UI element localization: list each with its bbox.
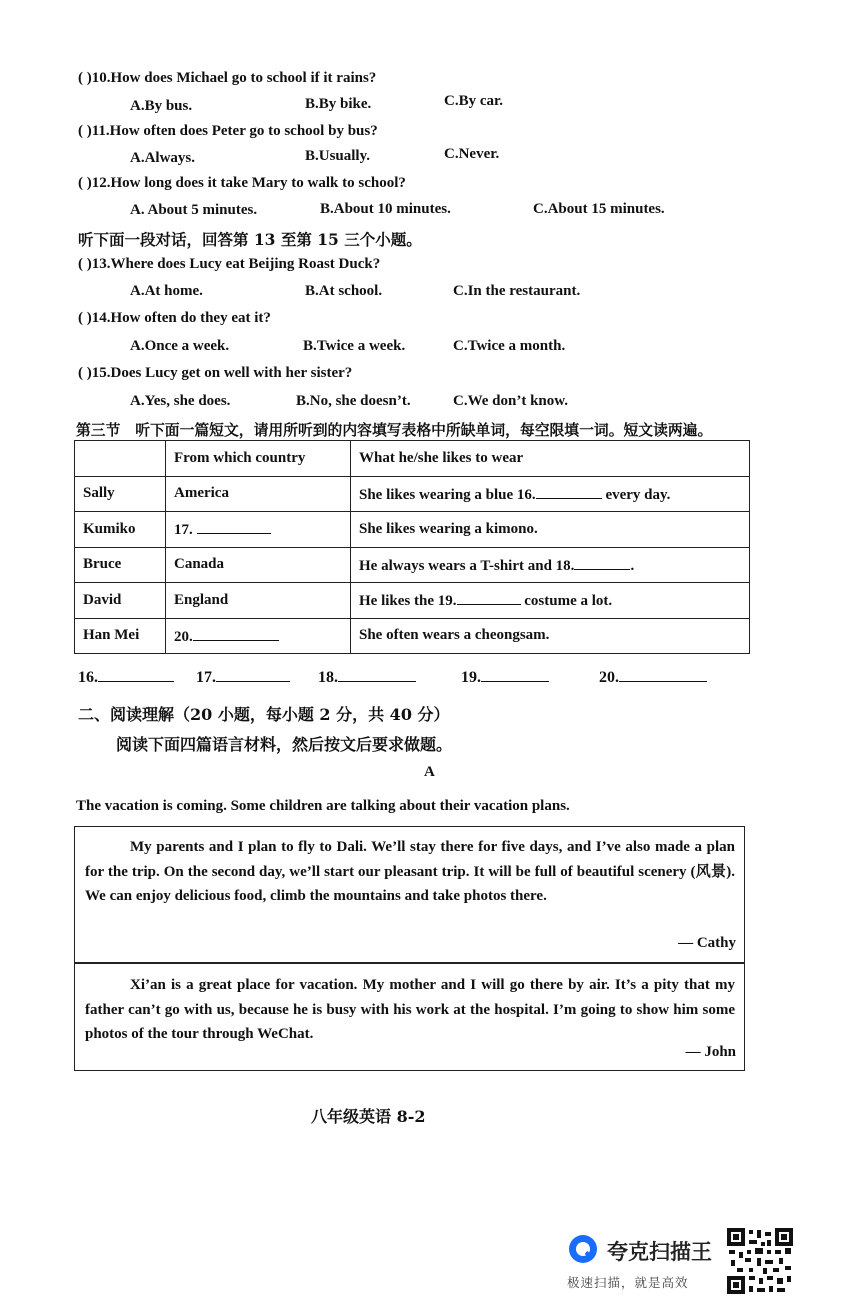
table-row	[75, 583, 750, 619]
table-cell-name: Bruce	[75, 547, 166, 583]
table-cell-wear	[351, 583, 750, 619]
blank-19[interactable]	[457, 590, 521, 605]
table-cell-wear: She likes wearing a kimono.	[351, 512, 750, 548]
question-15-stem: ( )15.Does Lucy get on well with her sister?	[78, 365, 353, 381]
blank-16[interactable]	[536, 484, 602, 499]
wear-text: She likes wearing a blue 16.	[359, 486, 536, 503]
answer-blank-17[interactable]	[216, 667, 290, 682]
question-10-option-a: A.By bus.	[130, 98, 193, 114]
answer-19: 19.	[461, 667, 549, 687]
wear-text: He likes the 19.	[359, 593, 457, 610]
question-12-option-b: B.About 10 minutes.	[320, 201, 451, 217]
question-12-option-c: C.About 15 minutes.	[533, 201, 665, 217]
table-header-row	[75, 441, 750, 477]
question-12-stem: ( )12.How long does it take Mary to walk to school?	[78, 175, 406, 191]
john-plan-text: Xi’an is a great place for vacation. My mother and I will go there by air. It’s a pity that my father can’t go with us, because he is busy with his work at the hospital. I’m going to show him some photos of the tour through WeChat.	[85, 977, 735, 1042]
question-13-option-b: B.At school.	[305, 283, 383, 299]
question-10-stem: ( )10.How does Michael go to school if it rains?	[78, 70, 377, 86]
table-cell-name: Sally	[75, 476, 166, 512]
section-3-title: 第三节 听下面一篇短文，请用所听到的内容填写表格中所缺单词，每空限填一词。短文读两遍。	[76, 422, 713, 439]
question-10-option-b: B.By bike.	[305, 96, 372, 112]
question-11-option-c: C.Never.	[444, 146, 500, 162]
question-11-stem: ( )11.How often does Peter go to school by bus?	[78, 123, 378, 139]
country-text: 20.	[174, 628, 193, 645]
table-cell-wear	[351, 476, 750, 512]
table-cell-wear: She often wears a cheongsam.	[351, 618, 750, 654]
answer-blank-19[interactable]	[481, 667, 549, 682]
question-14-option-a: A.Once a week.	[130, 338, 230, 354]
question-13-stem: ( )13.Where does Lucy eat Beijing Roast Duck?	[78, 256, 381, 272]
part-2-instruction: 阅读下面四篇语言材料，然后按文后要求做题。	[116, 735, 453, 754]
table-row	[75, 618, 750, 654]
cathy-plan-box	[74, 826, 745, 964]
blank-17[interactable]	[197, 519, 271, 534]
table-header-cell	[75, 441, 166, 477]
table-row	[75, 547, 750, 583]
question-14-option-b: B.Twice a week.	[303, 338, 406, 354]
scanner-logo-icon	[567, 1233, 599, 1265]
table-row	[75, 512, 750, 548]
table-cell-name: Han Mei	[75, 618, 166, 654]
cathy-signature: — Cathy	[678, 935, 736, 951]
clothing-table	[74, 440, 750, 654]
passage-intro: The vacation is coming. Some children are talking about their vacation plans.	[76, 798, 570, 814]
answer-18: 18.	[318, 667, 416, 687]
table-cell-country: America	[166, 476, 351, 512]
table-cell-country	[166, 512, 351, 548]
wear-text-end: costume a lot.	[520, 593, 613, 610]
john-signature: — John	[685, 1044, 736, 1060]
question-14-option-c: C.Twice a month.	[453, 338, 566, 354]
question-10-option-c: C.By car.	[444, 93, 504, 109]
table-cell-name: David	[75, 583, 166, 619]
table-cell-wear	[351, 547, 750, 583]
cathy-plan-text: My parents and I plan to fly to Dali. We’ll stay there for five days, and I’ve also made a plan for the trip. On the second day, we’ll start our pleasant trip. It will be full of beautiful scenery (风景). We can enjoy delicious food, climb the mountains and take photos there.	[85, 839, 735, 904]
question-13-option-c: C.In the restaurant.	[453, 283, 581, 299]
answer-16: 16.	[78, 667, 174, 687]
page-footer: 八年级英语 8-2	[311, 1107, 426, 1126]
wear-text-end: every day.	[601, 486, 671, 503]
john-plan-box	[74, 962, 745, 1071]
qr-code-icon	[727, 1228, 793, 1294]
instruction-13-15: 听下面一段对话，回答第 13 至第 15 三个小题。	[78, 230, 422, 249]
table-row	[75, 476, 750, 512]
answer-17: 17.	[196, 667, 290, 687]
blank-20[interactable]	[193, 626, 279, 641]
question-15-option-c: C.We don’t know.	[453, 393, 569, 409]
answer-blank-18[interactable]	[338, 667, 416, 682]
passage-letter: A	[424, 764, 435, 780]
scanner-brand: 夸克扫描王	[607, 1240, 712, 1264]
question-15-option-a: A.Yes, she does.	[130, 393, 231, 409]
answer-blank-16[interactable]	[98, 667, 174, 682]
answer-blank-20[interactable]	[619, 667, 707, 682]
question-11-option-b: B.Usually.	[305, 148, 371, 164]
country-text: 17.	[174, 522, 193, 539]
question-14-stem: ( )14.How often do they eat it?	[78, 310, 271, 326]
question-11-option-a: A.Always.	[130, 150, 196, 166]
question-13-option-a: A.At home.	[130, 283, 203, 299]
answer-20: 20.	[599, 667, 707, 687]
question-12-option-a: A. About 5 minutes.	[130, 202, 258, 218]
part-2-title: 二、阅读理解（20 小题，每小题 2 分，共 40 分）	[78, 705, 450, 724]
question-15-option-b: B.No, she doesn’t.	[296, 393, 411, 409]
blank-18[interactable]	[574, 555, 630, 570]
table-cell-name: Kumiko	[75, 512, 166, 548]
table-header-cell: What he/she likes to wear	[351, 441, 750, 477]
table-cell-country: England	[166, 583, 351, 619]
table-cell-country: Canada	[166, 547, 351, 583]
wear-text: He always wears a T-shirt and 18.	[359, 557, 575, 574]
table-cell-country	[166, 618, 351, 654]
scanner-slogan: 极速扫描，就是高效	[567, 1275, 689, 1290]
table-header-cell: From which country	[166, 441, 351, 477]
wear-text-end: .	[630, 557, 635, 574]
